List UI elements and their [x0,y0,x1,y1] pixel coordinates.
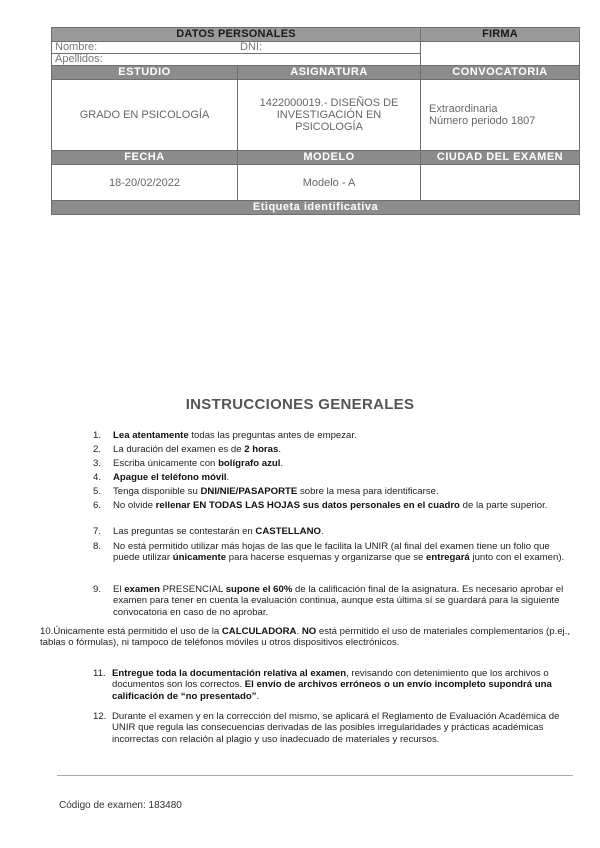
instruction-2: 2. La duración del examen es de 2 horas. [93,444,282,455]
modelo-value: Modelo - A [238,165,421,201]
instruction-1: 1. Lea atentamente todas las preguntas antes de empezar. [93,430,357,441]
instruction-4: 4. Apague el teléfono móvil. [93,472,230,483]
firma-heading: FIRMA [421,28,580,42]
estudio-value: GRADO EN PSICOLOGÍA [52,80,238,151]
instruction-12: 12. Durante el examen y en la corrección del mismo, se aplicará el Reglamento de Evaluación Académica de UNIR que regula las consecuencias derivadas de las posibles irregularidades y prácticas académicas incorrectas con relación al plagio y uso inadecuado de materiales y recursos. [93,711,560,745]
fecha-value: 18-20/02/2022 [52,165,238,201]
nombre-label: Nombre: [55,41,98,53]
instruction-8: 8. No está permitido utilizar más hojas de las que le facilita la UNIR (al final del examen tiene un folio que puede utilizar únicamente para hacerse esquemas y organizarse que se entregará junto con el examen). [93,541,565,564]
ciudad-heading: CIUDAD DEL EXAMEN [421,151,580,165]
instruction-3: 3. Escriba únicamente con bolígrafo azul. [93,458,284,469]
instruction-10: 10.Únicamente está permitido el uso de la CALCULADORA. NO está permitido el uso de materiales complementarios (p.ej., tablas o fórmulas), ni tampoco de teléfonos móviles u otros dispositivos electrónicos. [40,626,571,649]
header-table [51,27,580,215]
instruction-5: 5. Tenga disponible su DNI/NIE/PASAPORTE sobre la mesa para identificarse. [93,486,439,497]
firma-box [421,42,580,66]
convocatoria-period: Número periodo 1807 [429,115,536,127]
asignatura-value: 1422000019.- DISEÑOS DE INVESTIGACIÓN EN PSICOLOGÍA [238,80,421,151]
fecha-heading: FECHA [52,151,238,165]
modelo-heading: MODELO [238,151,421,165]
convocatoria-heading: CONVOCATORIA [421,66,580,80]
exam-code: Código de examen: 183480 [59,800,182,811]
instruction-11: 11. Entregue toda la documentación relativa al examen, revisando con detenimiento que los archivos o documentos son los correctos. El envío de archivos erróneos o un envío incompleto supondrá una calificación de “no presentado”. [93,668,552,702]
ciudad-value [421,165,580,201]
nombre-field [52,42,421,54]
etiqueta-identificativa: Etiqueta identificativa [52,201,580,215]
instruction-7: 7. Las preguntas se contestarán en CASTELLANO. [93,526,324,537]
apellidos-label: Apellidos: [52,54,421,66]
datos-personales-heading: DATOS PERSONALES [52,28,421,42]
estudio-heading: ESTUDIO [52,66,238,80]
dni-label: DNI: [240,41,262,53]
instruction-6: 6. No olvide rellenar EN TODAS LAS HOJAS sus datos personales en el cuadro de la parte superior. [93,500,548,511]
convocatoria-value [421,80,580,151]
page-title: INSTRUCCIONES GENERALES [185,396,415,413]
instruction-9: 9. El examen PRESENCIAL supone el 60% de la calificación final de la asignatura. Es necesario aprobar el examen para tener en cuenta la evaluación continua, aunque esta última sí se guardará para la siguiente convocatoria en caso de no aprobar. [93,584,564,618]
footer-divider [57,775,573,776]
convocatoria-type: Extraordinaria [429,103,498,115]
asignatura-heading: ASIGNATURA [238,66,421,80]
